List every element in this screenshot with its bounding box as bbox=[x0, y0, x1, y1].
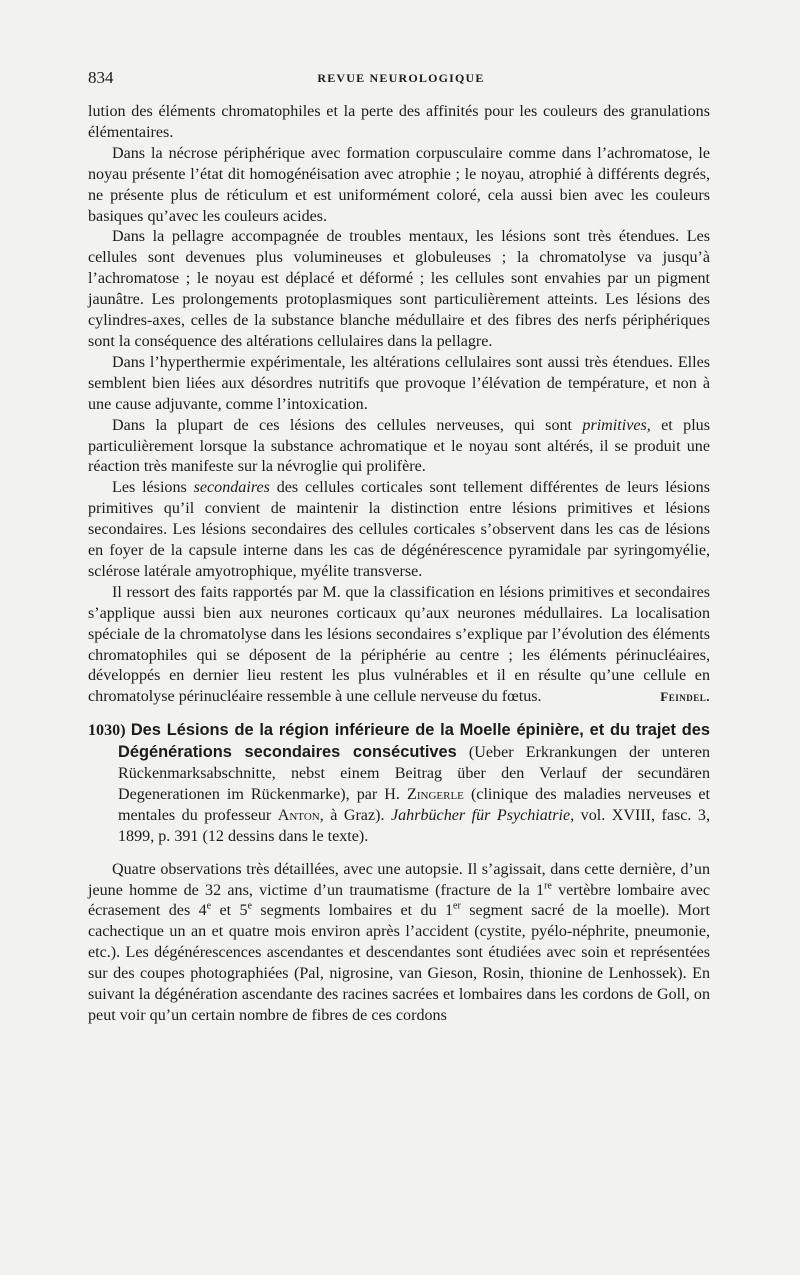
paragraph: lution des éléments chromatophiles et la perte des affinités pour les couleurs des granulations élémentaires. bbox=[88, 103, 710, 141]
text-run: et 5 bbox=[211, 902, 248, 920]
text-run: Quatre observations très détaillées, avec une autopsie. Il s’agissait, dans cette dernière, d’un jeune homme de 32 ans, victime d’un traumatisme (fracture de la 1 bbox=[88, 860, 710, 899]
superscript: er bbox=[453, 901, 461, 913]
superscript: e bbox=[206, 901, 212, 913]
page-number: 834 bbox=[88, 68, 114, 87]
entry-author: Zingerle bbox=[407, 785, 464, 803]
entry-german-title: (Ueber Erkrankungen der unteren Rückenmarksabschnitte, nebst einem Beitrag über den Verlauf der secundären Degenerationen im Rückenmarke), par H. bbox=[118, 744, 711, 803]
journal-title: REVUE NEUROLOGIQUE bbox=[317, 71, 485, 85]
signature-text: Feindel. bbox=[660, 689, 710, 705]
superscript: e bbox=[247, 901, 252, 913]
paragraph: Il ressort des faits rapportés par M. que la classification en lésions primitives et secondaires s’applique aussi bien aux neurones corticaux qu’aux neurones médullaires. La localisation spéciale de la chromatolyse dans les lésions secondaires s’explique par l’évolution des éléments chromatophiles qui se déposent de la périphérie au centre ; les éléments périnucléaires, développés en dernier lieu restent les plus vulnérables et il en résulte qu’une cellule en chromatolyse périnucléaire ressemble à une cellule nerveuse du fœtus. bbox=[88, 583, 710, 706]
entry-heading bbox=[88, 720, 710, 847]
text-run: vertèbre lombaire avec écrasement des 4 bbox=[88, 881, 710, 920]
text-run: Les lésions bbox=[112, 479, 194, 497]
entry-affiliation: (clinique des maladies nerveuses et mentales du professeur bbox=[118, 785, 710, 824]
paragraph: Dans la pellagre accompagnée de troubles mentaux, les lésions sont très étendues. Les cellules sont devenues plus volumineuses et globuleuses ; la chromatolyse va jusqu’à l’achromatose ; le noyau est déplacé et déformé ; les cellules sont envahies par un pigment jaunâtre. Les prolongements protoplasmiques sont particulièrement atteints. Les lésions des cylindres-axes, celles de la substance blanche médullaire et des fibres des nerfs périphériques sont la conséquence des altérations cellulaires dans la pellagre. bbox=[88, 228, 710, 350]
entry-citation: vol. XVIII, fasc. 3, 1899, p. 391 (12 dessins dans le texte). bbox=[118, 806, 710, 845]
text-run: Dans la plupart de ces lésions des cellules nerveuses, qui sont bbox=[112, 416, 583, 434]
text-run: et plus particulièrement lorsque la substance achromatique et le noyau sont altérés, il se produit une réaction très manifeste sur la névroglie qui prolifère. bbox=[88, 416, 710, 476]
italic-term: secondaires bbox=[193, 479, 270, 497]
entry-number: 1030) bbox=[88, 722, 126, 740]
paragraph bbox=[88, 478, 710, 583]
entry-abstract bbox=[88, 860, 710, 1027]
text-run: segments lombaires et du 1 bbox=[252, 902, 454, 920]
paragraph: Dans l’hyperthermie expérimentale, les altérations cellulaires sont aussi très étendues. Elles semblent bien liées aux désordres nutritifs que provoque l’élévation de température, et non à une cause adjuvante, comme l’intoxication. bbox=[88, 353, 710, 413]
entry-professor: Anton bbox=[277, 806, 320, 824]
superscript: re bbox=[544, 880, 552, 892]
review-entry bbox=[88, 720, 710, 1027]
italic-term: primitives, bbox=[582, 416, 651, 434]
text-run: des cellules corticales sont tellement différentes de leurs lésions primitives qu’il convient de maintenir la distinction entre lésions primitives et lésions secondaires. Les lésions secondaires des cellules corticales s’observent dans les cas de lésions en foyer de la capsule interne dans les cas de dégénérescence pyramidale par syringomyélie, sclérose latérale amyotrophique, myélite transverse. bbox=[88, 479, 710, 580]
paragraph: Dans la nécrose périphérique avec formation corpusculaire comme dans l’achromatose, le noyau présente l’état dit homogénéisation avec atrophie ; le noyau, atrophié à différents degrés, ne présente plus de réticulum et est uniformément coloré, cela aussi bien avec les couleurs basiques qu’avec les couleurs acides. bbox=[88, 144, 710, 225]
entry-title: Des Lésions de la région inférieure de la Moelle épinière, et du trajet des Dégénérations secondaires consécutives bbox=[118, 721, 710, 762]
entry-journal: Jahrbücher für Psychiatrie, bbox=[390, 806, 575, 824]
running-head bbox=[88, 68, 714, 92]
article-body bbox=[88, 102, 710, 1027]
entry-affiliation-end: , à Graz). bbox=[319, 806, 385, 824]
text-run: segment sacré de la moelle). Mort cachectique un an et quatre mois environ après l’accident (cystite, pyélo-néphrite, pneumonie, etc.). Les dégénérescences ascendantes et descendantes sont étudiées avec soin et représentées sur des coupes photographiées (Pal, nigrosine, van Gieson, Rosin, thionine de Lenhossek). En suivant la dégénération ascendante des racines sacrées et lombaires dans les cordons de Goll, on peut voir qu’un certain nombre de fibres de ces cordons bbox=[88, 902, 710, 1024]
paragraph bbox=[88, 416, 710, 479]
